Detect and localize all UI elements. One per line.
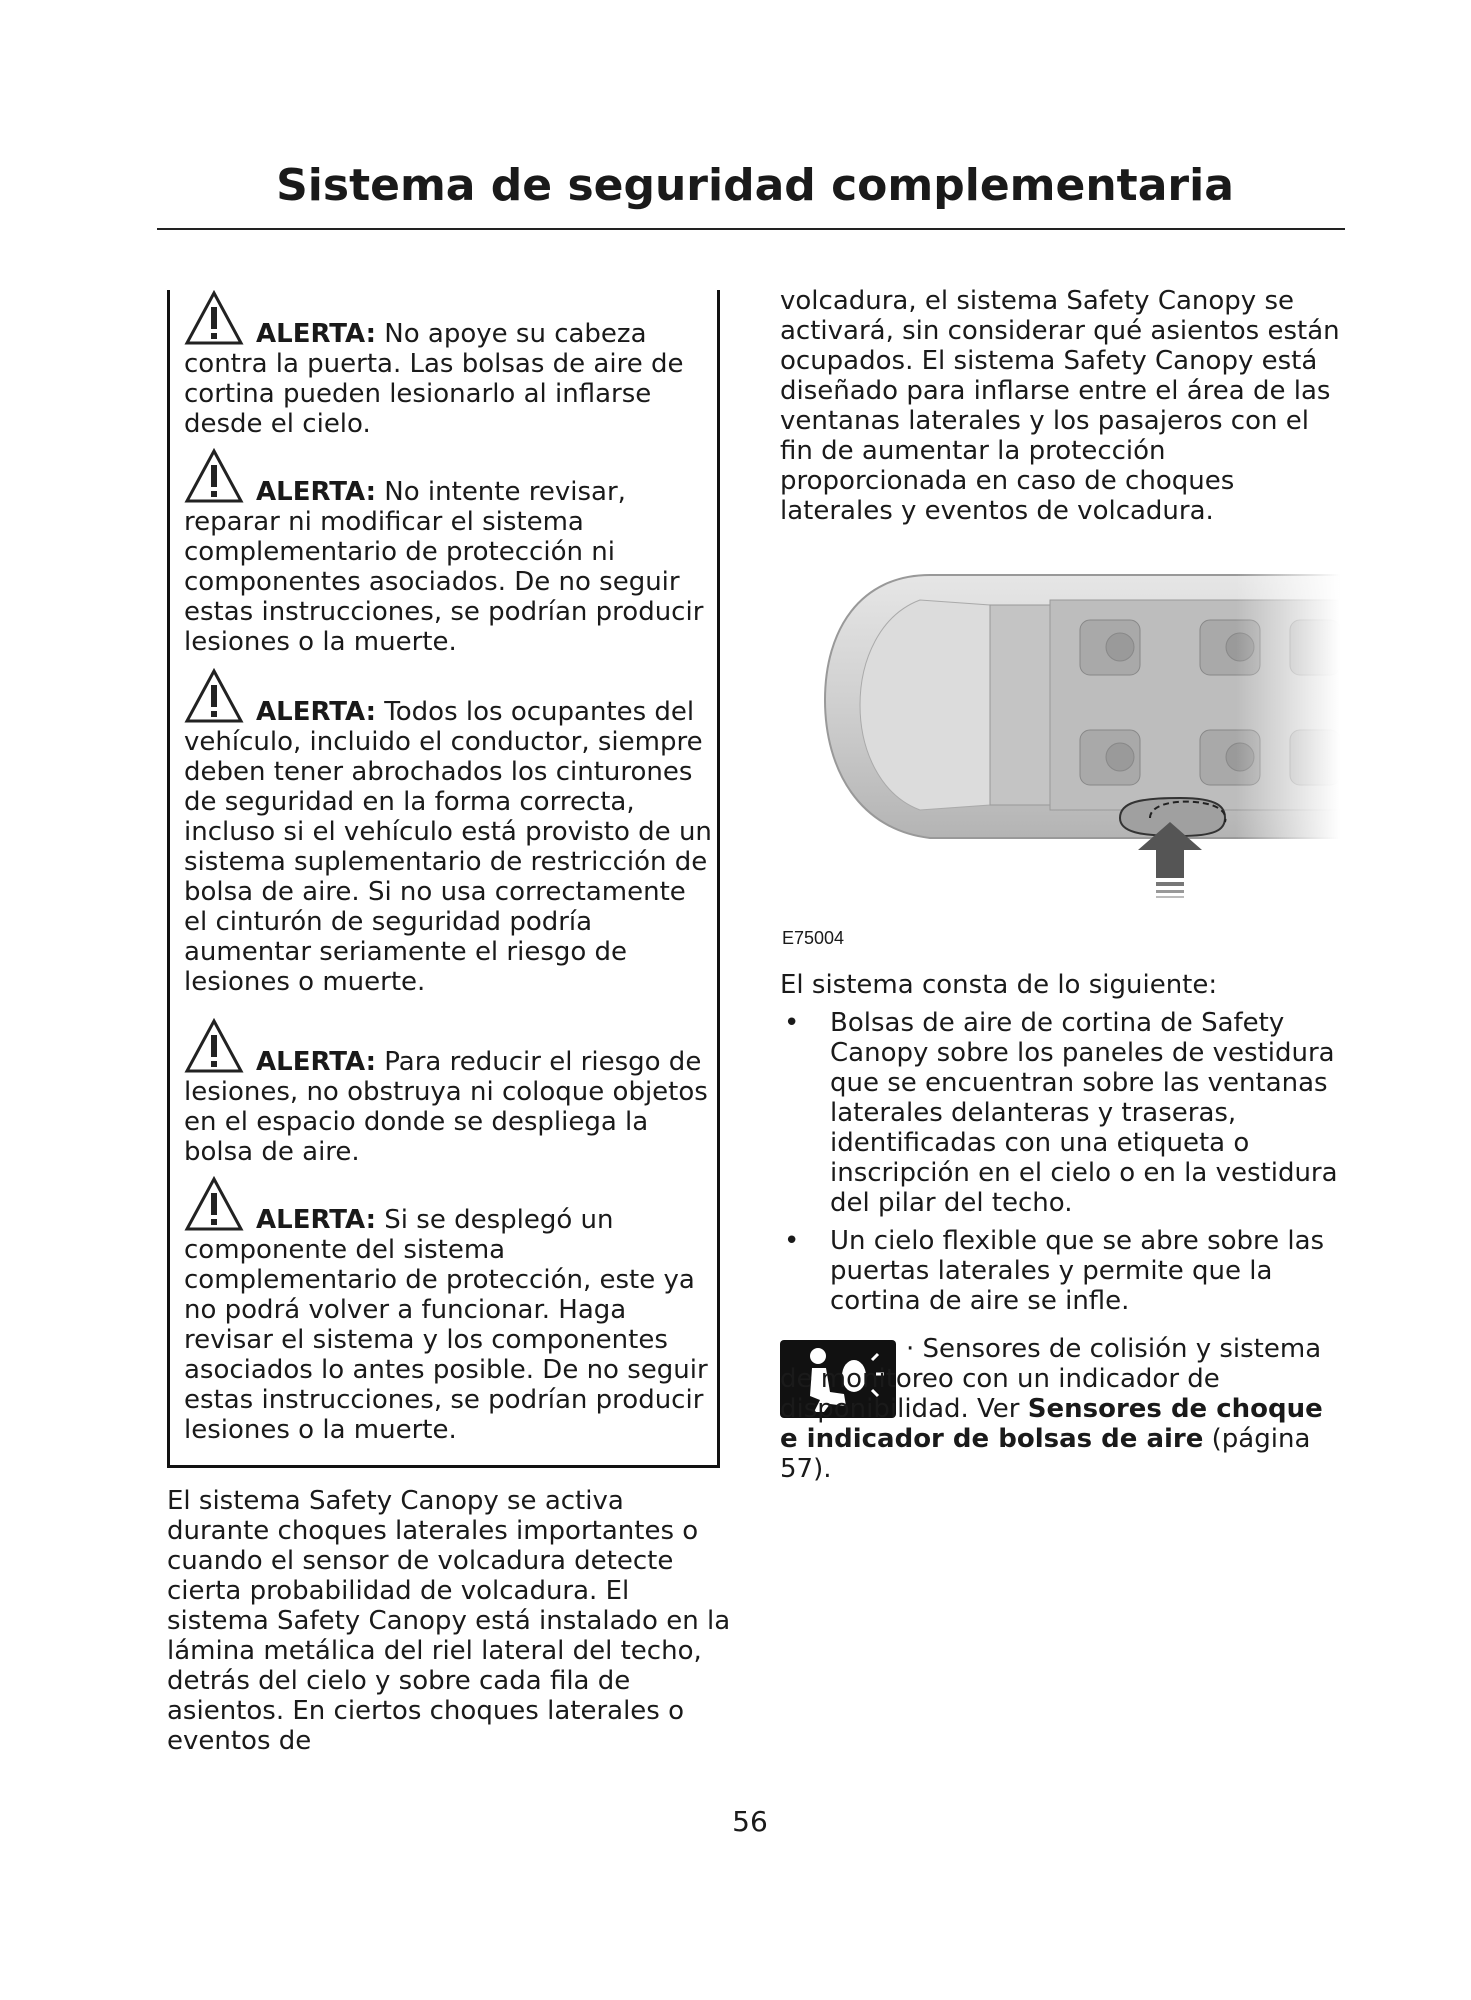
impact-arrow-stripe	[1156, 896, 1184, 898]
warning-lead: ALERTA:	[256, 319, 377, 349]
warning-4	[184, 1018, 714, 1167]
warning-triangle-icon	[184, 1018, 244, 1074]
title-divider	[157, 228, 1345, 230]
list-item	[780, 1226, 1340, 1316]
warning-triangle-icon	[184, 290, 244, 346]
sensors-paragraph	[780, 1334, 1340, 1484]
warning-text: Si se desplegó un componente del sistema complementario de protección, este ya no podrá volver a funcionar. Haga revisar el sistema y los componentes asociados lo antes posible. De no seguir estas instrucciones, se podrían producir lesiones o la muerte.	[184, 1205, 708, 1445]
sensors-text: · Sensores de colisión y sistema de monitoreo con un indicador de disponibilidad. Ver	[780, 1334, 1322, 1424]
cross-reference-link[interactable]: Sensores de choque e indicador de bolsas de aire	[780, 1394, 1323, 1454]
warning-lead: ALERTA:	[256, 1047, 377, 1077]
safety-canopy-paragraph: El sistema Safety Canopy se activa durante choques laterales importantes o cuando el sensor de volcadura detecte cierta probabilidad de volcadura. El sistema Safety Canopy está instalado en la lámina metálica del riel lateral del techo, detrás del cielo y sobre cada fila de asientos. En ciertos choques laterales o eventos de	[167, 1486, 731, 1756]
warning-1	[184, 290, 714, 439]
warning-3	[184, 668, 714, 997]
bullet-marker: •	[784, 1226, 800, 1256]
warning-text: No apoye su cabeza contra la puerta. Las bolsas de aire de cortina pueden lesionarlo al inflarse desde el cielo.	[184, 319, 684, 439]
warning-triangle-icon	[184, 668, 244, 724]
components-list	[780, 1008, 1340, 1324]
page-number: 56	[732, 1805, 768, 1838]
warning-5	[184, 1176, 714, 1445]
system-intro: El sistema consta de lo siguiente:	[780, 970, 1218, 1000]
page-title: Sistema de seguridad complementaria	[276, 160, 1234, 211]
figure-code: E75004	[782, 928, 845, 948]
warning-text: No intente revisar, reparar ni modificar el sistema complementario de protección ni componentes asociados. De no seguir estas instrucciones, se podrían producir lesiones o la muerte.	[184, 477, 704, 657]
safety-canopy-vehicle-illustration	[820, 560, 1340, 900]
warning-lead: ALERTA:	[256, 697, 377, 727]
warning-text: Todos los ocupantes del vehículo, incluido el conductor, siempre deben tener abrochados los cinturones de seguridad en la forma correcta, incluso si el vehículo está provisto de un sistema suplementario de restricción de bolsa de aire. Si no usa correctamente el cinturón de seguridad podría aumentar seriamente el riesgo de lesiones o muerte.	[184, 697, 712, 997]
warning-lead: ALERTA:	[256, 1205, 377, 1235]
warning-lead: ALERTA:	[256, 477, 377, 507]
impact-arrow-stripe	[1156, 890, 1184, 893]
list-item	[780, 1008, 1340, 1218]
bullet-marker: •	[784, 1008, 800, 1038]
warning-2	[184, 448, 714, 657]
warning-triangle-icon	[184, 1176, 244, 1232]
warnings-box	[167, 290, 720, 1468]
list-item-text: Un cielo flexible que se abre sobre las puertas laterales y permite que la cortina de aire se infle.	[830, 1226, 1325, 1316]
impact-arrow-stripe	[1156, 882, 1184, 886]
list-item-text: Bolsas de aire de cortina de Safety Canopy sobre los paneles de vestidura que se encuentran sobre las ventanas laterales delanteras y traseras, identificadas con una etiqueta o inscripción en el cielo o en la vestidura del pilar del techo.	[830, 1008, 1338, 1218]
page-reference: (página 57).	[780, 1424, 1311, 1484]
safety-canopy-paragraph-continued: volcadura, el sistema Safety Canopy se activará, sin considerar qué asientos están ocupados. El sistema Safety Canopy está diseñado para inflarse entre el área de las ventanas laterales y los pasajeros con el fin de aumentar la protección proporcionada en caso de choques laterales y eventos de volcadura.	[780, 286, 1340, 526]
warning-text: Para reducir el riesgo de lesiones, no obstruya ni coloque objetos en el espacio donde se despliega la bolsa de aire.	[184, 1047, 708, 1167]
warning-triangle-icon	[184, 448, 244, 504]
